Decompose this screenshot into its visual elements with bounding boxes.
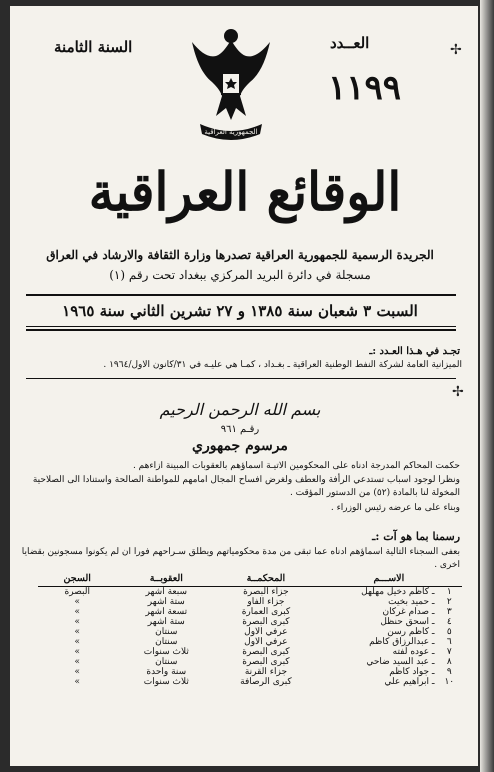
prisoner-name: ـ ابراهيم علي <box>384 677 435 687</box>
penalty: ثلاث سنوات <box>143 677 189 687</box>
divider <box>26 378 456 379</box>
table-row <box>38 597 462 607</box>
divider <box>26 294 456 296</box>
prison: » <box>74 657 80 667</box>
row-index: ٣ <box>446 607 452 617</box>
row-index: ٥ <box>446 627 452 637</box>
table-row <box>38 657 462 667</box>
table-row <box>38 617 462 627</box>
contents-title: تجـد في هـذا العـدد :ـ <box>369 346 460 357</box>
issue-number: ١١٩٩ <box>328 68 402 108</box>
issue-label: العــدد <box>330 34 370 52</box>
penalty: سنتان <box>155 657 178 667</box>
table-row <box>38 607 462 617</box>
table-row <box>38 637 462 647</box>
prisoner-name: ـ عوده لفته <box>392 647 435 657</box>
prison: » <box>74 607 80 617</box>
table-row <box>38 627 462 637</box>
column-header-prison: السجن <box>38 572 116 587</box>
prison: » <box>74 597 80 607</box>
masthead-title: الوقائع العراقية <box>88 160 402 223</box>
postal-registration: مسجلة في دائرة البريد المركزي ببغداد تحت رقم (١) <box>109 268 371 282</box>
row-index: ٧ <box>446 647 452 657</box>
prison: » <box>74 617 80 627</box>
court: كبرى الرصافة <box>240 677 292 687</box>
row-index: ١ <box>446 587 452 597</box>
prisoner-name: ـ اسحق حنظل <box>380 617 435 627</box>
court: جزاء الفاو <box>247 597 285 607</box>
emblem-caption: الجمهورية العراقية <box>204 128 258 136</box>
decree-paragraph: وبناء على ما عرضه رئيس الوزراء . <box>330 503 460 513</box>
penalty: تسعة اشهر <box>145 607 188 617</box>
prisoner-name: ـ كاظم رسن <box>387 627 435 637</box>
court: عرفي الاول <box>244 637 288 647</box>
prison: » <box>74 647 80 657</box>
masthead-subtitle: الجريدة الرسمية للجمهورية العراقية تصدرها وزارة الثقافة والارشاد في العراق <box>46 248 434 262</box>
eagle-emblem-icon <box>186 20 276 150</box>
row-index: ٨ <box>446 657 452 667</box>
row-index: ٢ <box>446 597 452 607</box>
penalty: سنتان <box>155 637 178 647</box>
decree-number: رقـم ٩٦١ <box>220 424 260 435</box>
penalty: ستة اشهر <box>147 617 185 627</box>
decree-title: مرسوم جمهوري <box>192 438 288 454</box>
decree-paragraph: ونظرا لوجود اسباب تستدعي الرأفة والعطف ولغرض افساح المجال امامهم للمواطنة الصالحة واستنادا الى الصلاحية المخولة لنا بالمادة (٥٢) من الدستور المؤقت . <box>32 475 460 498</box>
column-header-court: المحكمــة <box>216 572 316 587</box>
issue-date: السبت ٣ شعبان سنة ١٣٨٥ و ٢٧ تشرين الثاني سنة ١٩٦٥ <box>62 302 418 320</box>
decree-paragraph: حكمت المحاكم المدرجة ادناه على المحكومين الاتيـة اسماؤهم بالعقوبات المبينة ازاءهم . <box>132 461 460 471</box>
court: عرفي الاول <box>244 627 288 637</box>
decree-heading: رسمنا بما هو آت :ـ <box>372 530 460 543</box>
court: جزاء البصرة <box>243 587 289 597</box>
column-header-penalty: العقوبــة <box>116 572 216 587</box>
scan-edge <box>480 0 494 772</box>
prisoner-name: ـ كاظم دخيل مهلهل <box>361 587 435 597</box>
table-row <box>38 667 462 677</box>
divider <box>26 326 456 327</box>
prison: » <box>74 677 80 687</box>
prisoner-name: ـ عبدالرزاق كاظم <box>369 637 435 647</box>
row-index: ٤ <box>446 617 452 627</box>
penalty: سبعة اشهر <box>145 587 188 597</box>
court: كبرى البصرة <box>242 657 290 667</box>
prisoner-name: ـ عبد السيد ضاحي <box>366 657 435 667</box>
court: جزاء القرنة <box>244 667 288 677</box>
penalty: ثلاث سنوات <box>143 647 189 657</box>
table-row <box>38 647 462 657</box>
court: كبرى العمارة <box>241 607 291 617</box>
table-row <box>38 587 462 598</box>
document-page <box>10 6 478 766</box>
prisoner-name: ـ حميد بخيت <box>388 597 435 607</box>
row-index: ٦ <box>446 637 452 647</box>
prisoner-name: ـ صدام غركان <box>382 607 435 617</box>
prison: » <box>74 667 80 677</box>
decree-paragraph: بعفى السجناء التالية اسماؤهم ادناه عما تبقى من مدة محكومياتهم ويطلق سـراحهم فورا ان لم يكونوا مسجونين بقضايا اخرى . <box>21 547 460 570</box>
table-row <box>38 677 462 687</box>
scan-mark-icon: ✢ <box>450 42 462 58</box>
row-index: ١٠ <box>444 677 455 687</box>
table-header-row <box>38 572 462 587</box>
divider <box>26 329 456 331</box>
court: كبرى البصرة <box>242 617 290 627</box>
prison: البصرة <box>64 587 90 597</box>
pardon-table <box>38 572 462 687</box>
penalty: سنتان <box>155 627 178 637</box>
penalty: ستة اشهر <box>147 597 185 607</box>
court: كبرى البصرة <box>242 647 290 657</box>
prison: » <box>74 627 80 637</box>
basmala: بسم الله الرحمن الرحيم <box>159 400 321 419</box>
column-header-name: الاســـم <box>316 572 462 587</box>
scan-mark-icon: ✢ <box>452 384 464 400</box>
penalty: سنة واحدة <box>146 667 187 677</box>
contents-item: الميزانية العامة لشركة النفط الوطنية العراقية ـ بغـداد ، كمـا هي عليـه في ٣١/كانون الاول/١٩٦٤ . <box>103 360 462 370</box>
prison: » <box>74 637 80 647</box>
year-label: السنة الثامنة <box>54 38 133 56</box>
prisoner-name: ـ جواد كاظم <box>389 667 435 677</box>
row-index: ٩ <box>446 667 452 677</box>
